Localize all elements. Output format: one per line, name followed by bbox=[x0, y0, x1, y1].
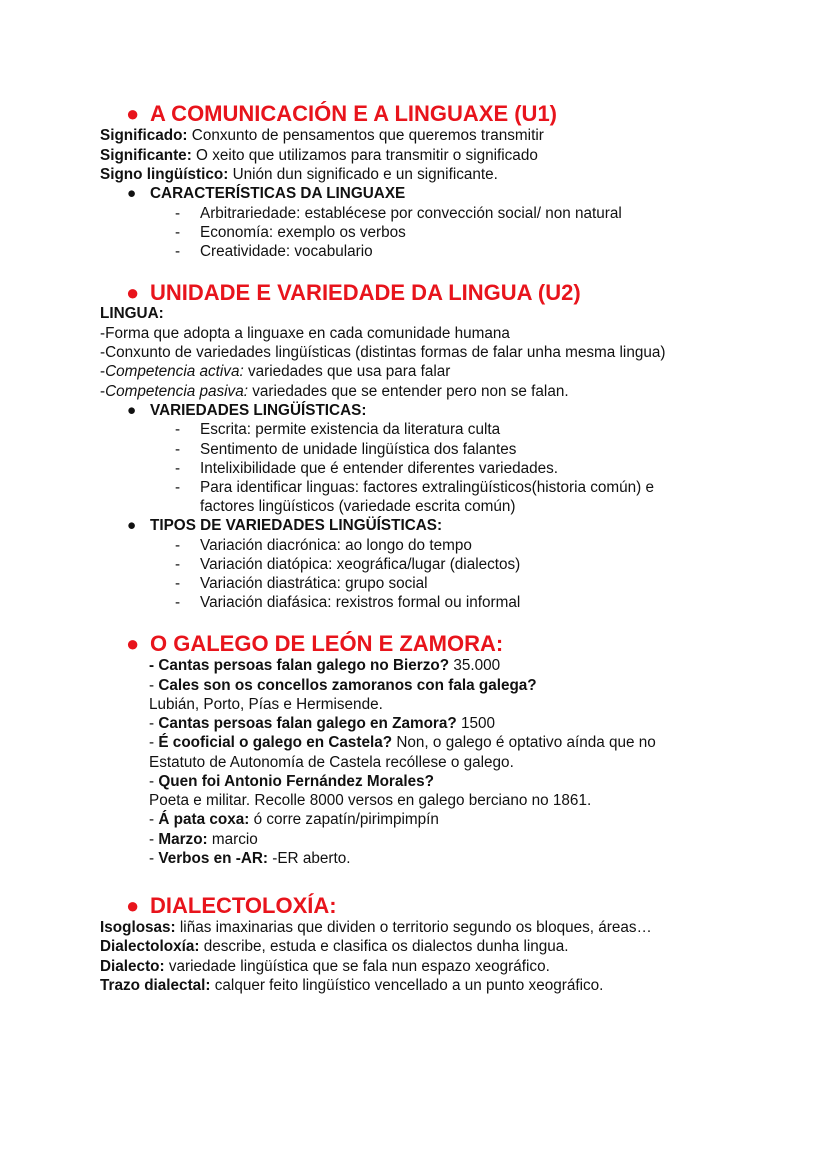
definition-signo: Signo lingüístico: Unión dun significado e un significante. bbox=[100, 166, 498, 183]
list-item: - Variación diafásica: rexistros formal ou informal bbox=[175, 594, 521, 611]
definition-dialecto: Dialecto: variedade lingüística que se fala nun espazo xeográfico. bbox=[100, 958, 550, 975]
list-item: - Para identificar linguas: factores extralingüísticos(historia común) e bbox=[175, 479, 655, 496]
list-item: - Economía: exemplo os verbos bbox=[175, 224, 406, 241]
section-heading-u1: ● A COMUNICACIÓN E A LINGUAXE (U1) bbox=[126, 101, 557, 126]
lingua-line: -Conxunto de variedades lingüísticas (distintas formas de falar unha mesma lingua) bbox=[100, 344, 666, 361]
qa-item: - Marzo: marcio bbox=[149, 831, 258, 848]
definition-significante: Significante: O xeito que utilizamos para transmitir o significado bbox=[100, 147, 538, 164]
bullet-icon: ● bbox=[126, 893, 140, 918]
list-item-continuation: factores lingüísticos (variedade escrita común) bbox=[200, 498, 516, 515]
list-item: - Creatividade: vocabulario bbox=[175, 243, 373, 260]
bullet-icon: ● bbox=[126, 280, 140, 305]
qa-answer: Poeta e militar. Recolle 8000 versos en galego berciano no 1861. bbox=[149, 792, 592, 809]
label-lingua: LINGUA: bbox=[100, 305, 164, 322]
bullet-icon: ● bbox=[127, 185, 137, 202]
section-heading-dialectoloxia: ● DIALECTOLOXÍA: bbox=[126, 893, 337, 918]
lingua-line: -Forma que adopta a linguaxe en cada comunidade humana bbox=[100, 325, 510, 342]
bullet-icon: ● bbox=[127, 402, 137, 419]
definition-trazo-dialectal: Trazo dialectal: calquer feito lingüístico vencellado a un punto xeográfico. bbox=[100, 977, 604, 994]
qa-item: - Cantas persoas falan galego en Zamora? 1500 bbox=[149, 715, 496, 732]
list-item: - Escrita: permite existencia da literatura culta bbox=[175, 421, 501, 438]
subheading-tipos: ● TIPOS DE VARIEDADES LINGÜÍSTICAS: bbox=[127, 517, 443, 534]
list-item: - Variación diastrática: grupo social bbox=[175, 575, 428, 592]
qa-item: - Verbos en -AR: -ER aberto. bbox=[149, 850, 351, 867]
definition-significado: Significado: Conxunto de pensamentos que queremos transmitir bbox=[100, 127, 544, 144]
qa-item: - É cooficial o galego en Castela? Non, o galego é optativo aínda que no bbox=[149, 734, 656, 751]
subheading-caracteristicas: ● CARACTERÍSTICAS DA LINGUAXE bbox=[127, 185, 406, 202]
qa-answer: Estatuto de Autonomía de Castela recóllese o galego. bbox=[149, 754, 514, 771]
list-item: - Intelixibilidade que é entender diferentes variedades. bbox=[175, 460, 559, 477]
bullet-icon: ● bbox=[126, 101, 140, 126]
definition-isoglosas: Isoglosas: liñas imaxinarias que dividen o territorio segundo os bloques, áreas… bbox=[100, 919, 652, 936]
list-item: - Sentimento de unidade lingüística dos falantes bbox=[175, 441, 517, 458]
qa-item: - Cales son os concellos zamoranos con fala galega? bbox=[149, 677, 537, 694]
qa-item: - Quen foi Antonio Fernández Morales? bbox=[149, 773, 434, 790]
bullet-icon: ● bbox=[127, 517, 137, 534]
lingua-line: -Competencia activa: variedades que usa para falar bbox=[100, 363, 451, 380]
list-item: - Variación diacrónica: ao longo do tempo bbox=[175, 537, 472, 554]
section-heading-leon-zamora: ● O GALEGO DE LEÓN E ZAMORA: bbox=[126, 631, 504, 656]
lingua-line: -Competencia pasiva: variedades que se entender pero non se falan. bbox=[100, 383, 569, 400]
list-item: - Variación diatópica: xeográfica/lugar (dialectos) bbox=[175, 556, 521, 573]
qa-item: - Á pata coxa: ó corre zapatín/pirimpimpín bbox=[149, 811, 439, 828]
bullet-icon: ● bbox=[126, 631, 140, 656]
subheading-variedades: ● VARIEDADES LINGÜÍSTICAS: bbox=[127, 402, 367, 419]
qa-answer: Lubián, Porto, Pías e Hermisende. bbox=[149, 696, 383, 713]
list-item: - Arbitrariedade: establécese por convección social/ non natural bbox=[175, 205, 622, 222]
section-heading-u2: ● UNIDADE E VARIEDADE DA LINGUA (U2) bbox=[126, 280, 581, 305]
definition-dialectoloxia: Dialectoloxía: describe, estuda e clasifica os dialectos dunha lingua. bbox=[100, 938, 569, 955]
qa-item: - Cantas persoas falan galego no Bierzo? 35.000 bbox=[149, 657, 501, 674]
